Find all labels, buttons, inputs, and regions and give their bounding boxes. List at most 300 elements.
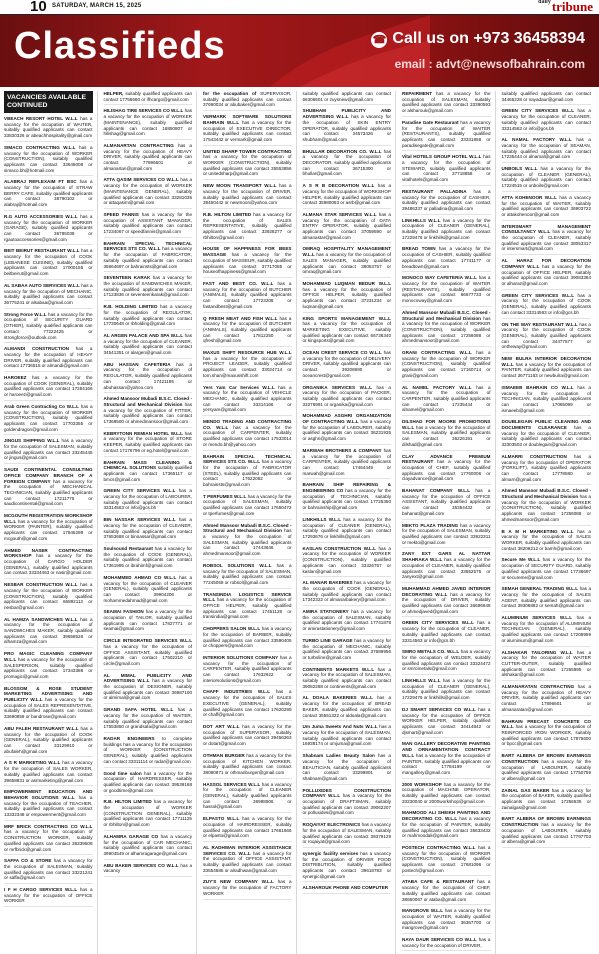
classified-ad — [4, 179, 93, 211]
ad-company-name: SEMAH GENERAL TRADING W.L.L — [501, 586, 579, 592]
ad-text: has a vacancy for the occupation of OFFICE ASSISTANT, suitably qualified applicants can contact 35354432 or bahanat@gmail.com — [402, 488, 491, 516]
ad-company-name: ISMAEEB BAHRAIN CO W.L.L — [501, 384, 574, 390]
ad-company-name: UNBOILS W.L.L — [501, 166, 538, 172]
ad-text: has a vacancy for the occupation of TAILOR, suitably qualified applicants can contact 17827771 or seamai@gmail.com — [103, 609, 193, 632]
classified-ad — [104, 362, 193, 394]
classified-ad — [203, 281, 292, 313]
ad-company-name: R.B. HOLDING LIMITED — [103, 304, 158, 310]
classified-ad — [104, 517, 193, 543]
ad-company-name: AL NAMEL FACTORY W.L.L — [402, 384, 472, 390]
ad-text: has a vacancy for the occupation of TECHNICIAN, suitably qualified applicants can contact 17725350 or bahrainship@gmail.com — [302, 488, 392, 511]
classified-ad — [303, 546, 392, 578]
classified-ad — [203, 91, 292, 111]
ad-company-name: ALABRAJ REFLEXAIM FT BSC — [4, 179, 77, 185]
section-heading: VACANCIES AVAILABLE CONTINUED — [4, 91, 93, 113]
ad-company-name: PRO MAGIC CLEANING COMPANY W.L.L — [4, 651, 93, 662]
ad-text: has a vacancy for the occupation of WORKER (CONSTRUCTION), suitably qualified applicants can contact 17160714 or grani@gmail.com — [402, 350, 491, 378]
ad-company-name: ABU FALEH RESTAURANT W.L.L — [4, 725, 79, 731]
classified-ad — [402, 908, 491, 934]
ad-company-name: A S R MARKETING W.L.L — [4, 760, 61, 766]
page-number: 10 — [30, 0, 47, 15]
ad-company-name: ATTA QASIM SERVICES CO W.L.L — [103, 177, 179, 183]
ad-company-name: Ahmed Mansoor Mubadi B.S.C. Closed - Structural and Mechanical Division — [402, 309, 491, 321]
ad-company-name: HELPER, — [103, 91, 124, 96]
classified-ad — [4, 248, 93, 280]
classified-ad — [502, 166, 592, 192]
ad-company-name: BHULLAR DECORATION CO. W.L.L — [302, 148, 382, 154]
ad-company-name: Ahmed Mansoor Mubadi B.S.C. Closed - Structural and Mechanical Division — [103, 396, 192, 407]
classified-ad — [303, 385, 392, 411]
ad-company-name: BAHRAIN SPECIAL TECHNICAL SERVICES STS CO. W.L.L — [103, 240, 192, 252]
ad-company-name: SAFFA CO & STORE — [4, 858, 52, 864]
ad-company-name: KEBRYTONN REMIAN HOTEL W.L.L — [103, 430, 183, 436]
ad-text: has a vacancy for the occupation of WORKER (PAINTER), suitably qualified applicants can contact 17845299 or mcgouth@gmail.com — [4, 518, 93, 541]
ad-company-name: LINKHILLS W.L.L — [302, 516, 342, 522]
ad-text: has a vacancy for the occupation of SALESMAN, suitably qualified applicants can contact 17741878 or amirastationery@gmail.com — [302, 609, 391, 632]
ad-text: has a vacancy for the occupation of OFFICE HELPER, suitably qualified applicants can contact 37231234 or luqman@gmail.com — [302, 286, 391, 309]
ad-company-name: Good time salon — [103, 770, 142, 776]
classified-ad — [104, 546, 193, 572]
ad-text: to complete buildings has a vacancy for the occupation of WORKER (CONSTRUCTION GENERAL), suitably qualified applicants can contact 33311114 or radar@gmail.com — [103, 735, 193, 764]
ad-text: has a vacancy for the occupation of HEAVY DRIVER, suitably qualified applicants can contact 17896601 or almanaratan@gmail.com — [501, 684, 591, 712]
classified-ad — [203, 385, 292, 417]
ad-company-name: for the occupation of — [203, 91, 257, 96]
ad-company-name: BART ALBERA OF BROWN EARNINGS CONSTRUCTION — [501, 816, 591, 828]
ad-company-name: HASSOL SERVICES W.L.L — [203, 781, 261, 787]
ad-company-name: ALSHAROUK PHONE AND COMPUTER — [302, 885, 389, 891]
classified-ad — [4, 548, 93, 580]
ad-text: has a vacancy for the occupation of BUTCHER (ANIMALS), suitably qualified applicants can contact 17723208 or fastandbest@gmail.com — [203, 280, 292, 309]
ad-text: has a vacancy for the occupation of FACTORY WORKER — [203, 879, 292, 896]
ad-company-name: Shabnam Ladies Beauty Salon — [302, 753, 375, 759]
ad-text: has a vacancy for the occupation of WORKER (MAINTENANCE GENERAL), suitably qualified applicants can contact 33281035 or attaqasim@gmail.com — [103, 177, 192, 206]
ad-company-name: SMRO METALS CO. W.L.L — [402, 649, 460, 655]
classified-ad — [402, 879, 491, 905]
classified-ad — [104, 736, 193, 768]
classified-ad — [502, 650, 592, 682]
classified-ad — [203, 753, 292, 779]
ad-text: has a vacancy for the occupation of SALES REPRESENTATIVE, suitably qualified applicants can contact 33928277 or rbhilton@gmail.com — [203, 211, 292, 240]
ad-text: has a vacancy for the occupation of COOK (GENERAL), suitably qualified applicants can contact 17361995 or ibrahimf@gmail.com — [103, 546, 192, 569]
ad-company-name: TRANSINDIA LOGISTICS SERVICE W.L.L — [203, 591, 292, 603]
ad-text: has a vacancy for the occupation of WORKER (CONSTRUCTION GENERAL), suitably qualified applicants can contact 17711125 or rbhilton@gmail.com — [103, 799, 192, 828]
column-5 — [402, 91, 496, 954]
classified-ad — [303, 350, 392, 382]
ad-text: has a vacancy for the occupation of ALUMINIUM TECHNICIAN (GENERAL), suitably qualified applicants can contact 17209959 or aluminium@gmail.com — [501, 615, 591, 643]
ad-company-name: AL MANAR BAKERIES — [302, 580, 353, 586]
ad-text: has a vacancy for the occupation of HAIRDRESSER, suitably qualified applicants can contact 17661666 or elpasto@gmail.com — [203, 816, 292, 839]
ad-company-name: GREEN CITY SERVICES W.L.L — [103, 488, 176, 494]
ad-company-name: DOUBLEGAIN PUBLIC CLEANING AND DOCUMENTS CLEARANCE — [501, 419, 591, 431]
classified-ad — [303, 316, 392, 348]
classified-ad — [303, 638, 392, 664]
classified-ad — [203, 655, 292, 687]
ad-company-name: ATTA KOHENOOR W.L.L — [501, 194, 557, 200]
ad-company-name: SHUBHAM PUBLICITY AND ADVERTISING W.L.L — [302, 108, 391, 120]
classified-ad — [502, 788, 592, 814]
ad-text: has a vacancy for the occupation of LABOURER, suitably qualified applicants can contact 17750759 or albera@gmail.com — [501, 758, 592, 781]
ad-text: has a vacancy for the occupation of REINFORCED IRON WORKER, suitably qualified applicants can contact 17875600 or bpcc@gmail.com — [501, 724, 591, 747]
ad-text: has a vacancy for the occupation of SALES WORKER, suitably qualified applicants can contact 39658831 or asrmarketing@gmail.com — [4, 760, 93, 783]
classified-ad — [303, 91, 392, 105]
ad-company-name: MONOCO WAY CAFETERIA W.L.L — [402, 275, 477, 281]
ad-text: has a vacancy for the occupation of SALES MANAGER, suitably qualified applicants can contact 38053757 or omraq@gmail.com — [302, 252, 391, 275]
ad-text: has a vacancy for the occupation of CASHIER, suitably qualified applicants can contact 17741177 or breadtown@gmail.com — [402, 246, 491, 269]
classified-ad — [4, 858, 93, 884]
ad-text: has a vacancy for the occupation of WAITER, suitably qualified applicants can contact 36903722 or attakohenoor@gmail.com — [501, 194, 591, 217]
ad-text: has a vacancy for the occupation of OFFICE HELPER, suitably qualified applicants can contact 17451128 or transindia@gmail.com — [203, 597, 292, 620]
phone-icon: ☎ — [372, 34, 387, 46]
ad-text: has a vacancy for the occupation of SALESMAN, suitably qualified applicants can contact 17443646 or ahmedmansoor@gmail.com — [203, 528, 292, 557]
classified-ad — [402, 310, 491, 347]
brand-name: tribune — [551, 0, 593, 14]
ad-company-name: ROBSOL SOLUTIONS W.L.L — [203, 562, 272, 568]
classified-ad — [4, 404, 93, 436]
column-2 — [104, 91, 198, 954]
ad-company-name: UNITED SHARP TOWER CONTRACTING — [203, 148, 292, 154]
ad-company-name: Ahmed Mansoor Mubadi B.S.C. Closed - Structural and Mechanical Division — [501, 488, 591, 500]
classified-ad — [502, 529, 592, 555]
ad-text: has a vacancy for the occupation of ASSISTANT MANAGER, suitably qualified applicants can contact 17234067 or speedfannis@gmail.com — [103, 211, 192, 235]
ad-company-name: CLAY ADVANCE PREMIUM RESTAURANT — [402, 453, 491, 465]
classified-ad — [303, 281, 392, 313]
ad-text: has a vacancy for the occupation of OPERATOR (FORKLIFT), suitably qualified applicants can contact 17778580 or almarri@gmail.com — [501, 453, 591, 482]
classified-ad — [502, 684, 592, 716]
ad-text: SUPERVISOR, suitably qualified applicants can contact 37690034 or abubaker@gmail.com — [203, 91, 292, 108]
classified-ad — [203, 419, 292, 451]
ad-company-name: R.B. HILTON LIMITED — [203, 211, 252, 217]
ad-text: has a vacancy for the occupation of COOK (GENERAL), suitably qualified applicants can contact 33129910 or abufaleh@gmail.com — [4, 725, 93, 754]
classified-ad — [502, 719, 592, 751]
ad-text: has a vacancy for the occupation of STRAW BERRY CAFE, suitably qualified applicants can contact 38790102 or alabraj@hotmail.com — [4, 179, 93, 208]
ad-text: has a vacancy for the occupation of BREAD BAKER, suitably qualified applicants can contact 35551322 or aldoala@gmail.com — [302, 695, 391, 718]
classified-ad — [104, 108, 193, 140]
ad-company-name: JINGUS SHIPPING W.L.L — [4, 438, 60, 444]
classified-ad — [203, 816, 292, 842]
ad-text: has a vacancy for the occupation of CLEANER, suitably qualified applicants can contact 34541351 or alargen@gmail.com — [103, 332, 192, 356]
classified-ad — [104, 396, 193, 428]
ad-text: suitably qualified applicants can contact 66306601 or zuysnew@gmail.com — [302, 91, 391, 102]
classifieds-banner — [0, 15, 599, 87]
ad-company-name: RADAR ENGINEERS — [103, 735, 155, 741]
ad-company-name: Vital HOTELS GROUP HOTEL W.L.L — [402, 154, 482, 160]
ad-company-name: MAHMOOD ALI SHEIKH PAINTING AND DECORATING CO. W.L.L — [402, 810, 491, 822]
ad-text: has a vacancy for the occupation of SALESMAN, suitably qualified applicants can contact 33390593 or alsharouk@gmail.com — [402, 91, 491, 114]
classified-ad — [402, 523, 491, 549]
ad-text: has a vacancy for the occupation of BEAUTICIAN, suitably qualified applicants can contact 33299801 or shabnam@gmail.com — [302, 753, 391, 781]
classified-ad — [4, 686, 93, 723]
classified-ad — [402, 275, 491, 307]
ad-company-name: ATABA CAFE & RESTAURANT — [402, 879, 475, 885]
ad-company-name: Strong Force W.L.L — [4, 311, 47, 317]
ad-text: has a vacancy for the occupation of VEHICLE MECHANIC, suitably qualified applicants can contact 33314166 or yersyam@gmail.com — [203, 384, 292, 413]
ad-company-name: FAST AND BEST CO. W.L.L — [203, 280, 274, 286]
ad-text: has a vacancy for the occupation of DRIVER FOOD DISTRIBUTION, suitably qualified applicants can contact 39618783 or synergic@gmail.com — [302, 850, 391, 879]
classified-ad — [104, 834, 193, 860]
classified-ad — [303, 482, 392, 514]
classified-ad — [303, 246, 392, 278]
ad-company-name: R.G AUTO ACCESSORIES W.L.L — [4, 213, 78, 219]
ad-text: has a vacancy for the occupation of WORKER (CONSTRUCTION), suitably qualified applicants can contact 17256088 or ahmedmansoor@gmail.com — [501, 494, 591, 522]
ad-company-name: HOUSE OF HAPPINESS FOR BEES MASSAGE — [203, 246, 292, 258]
ad-company-name: ALUMINIUM SERVICES W.L.L — [501, 615, 573, 621]
ad-company-name: KING SPORTS MANAGEMENT W.L.L — [302, 315, 391, 321]
ad-text: has a vacancy for the occupation of WORKER (CONSTRUCTION), suitably qualified applicants can contact 33326767 or kaslan@gmail.com — [302, 545, 391, 574]
classified-ad — [502, 385, 592, 417]
classified-ad — [203, 523, 292, 560]
ad-company-name: EMPOWERMENT EDUCATION AND BEHAVIOR SOLUTIONS W.L.L — [4, 789, 93, 800]
ad-company-name: 2000 WORKSHOP — [402, 781, 442, 787]
ad-company-name: LINKHILLS W.L.L — [402, 678, 441, 684]
classified-ad — [303, 885, 392, 894]
ad-text: has a vacancy for the occupation of OFFICE ASSISTANT, suitably qualified applicants can contact 17502210 or circle@gmail.com — [103, 643, 192, 666]
ad-text: has a vacancy for the occupation of CAR MECHANIC, suitably qualified applicants can contact 39904549 or alhamragarage@gmail.com — [103, 833, 193, 856]
classified-ad — [203, 114, 292, 146]
ad-text: has a vacancy for the occupation of LABOURER, suitably qualified applicants can contact 33314563 or info@gcs.bh — [103, 488, 192, 511]
classified-ad — [104, 460, 193, 486]
classified-ad — [303, 724, 392, 750]
classified-ad — [303, 851, 392, 883]
ad-company-name: BART ALBERA OF BROWN EARNINGS CONSTRUCTION — [501, 753, 591, 764]
ad-company-name: POLLUXIDES CONSTRUCTION COMPANY W.L.L — [302, 787, 391, 799]
ad-company-name: Um Juma Sweets And Nuts W.L.L — [302, 724, 378, 730]
ad-company-name: NEW BULRA INTERIOR DECORATION W.L.L — [501, 356, 591, 367]
ad-company-name: ABU BAKER SERVICES CO W.L.L — [103, 862, 179, 868]
ad-company-name: AL ARGEN PALACE AND SPA W.L.L — [103, 332, 184, 338]
classified-ad — [203, 316, 292, 348]
classified-ad — [203, 454, 292, 491]
ad-text: has a vacancy for the occupation of SALESMAN, suitably qualified applicants can contact 36226191 or dilshad@gmail.com — [402, 424, 491, 447]
ad-text: has a vacancy for the occupation of COOK (LEBANESE CUISINE), suitably qualified applicants can contact 17000155 or beitbeirut@gmail.com — [4, 248, 93, 277]
classified-ad — [402, 385, 491, 417]
ad-text: has a vacancy for the occupation of LABOURER, suitably qualified applicants can contact 17797703 or albera@gmail.com — [501, 822, 592, 845]
classified-ad — [203, 149, 292, 181]
ad-text: has a vacancy for the occupation of WAITER, suitably qualified applicants can contact 17553850 or grandsafa@gmail.com — [103, 707, 192, 730]
ad-company-name: Secure Me W.L.L — [501, 557, 541, 563]
classified-ad — [303, 753, 392, 785]
ad-text: has a vacancy for the occupation of WAITER (RESTAURANTS), suitably qualified applicants can contact 66677733 or monocoway@gmail.com — [402, 275, 491, 304]
ad-text: has a vacancy for the occupation of EXECUTIVE DIRECTOR, suitably qualified applicants can contact 17543442 or vermark@gmail.com — [203, 119, 292, 142]
ad-text: has a vacancy for the occupation of COOK (GENERAL), suitably qualified applicants can contact 17254166 or haroeez@gmail.com — [4, 375, 93, 398]
ad-text: suitably qualified applicants can contact 17756660 or ifhcargo@gmail.com — [103, 91, 192, 102]
ad-company-name: MCGOUTH REGISTRATION WORKSHOP W.L.L — [4, 513, 93, 524]
classified-ad — [303, 149, 392, 181]
classified-ad — [502, 195, 592, 221]
ad-company-name: SAUDI CONTINENTAL CONSULTING OFFICE COMPANY BRANCH OF A FOREIGN COMPANY — [4, 467, 93, 484]
ad-text: has a vacancy for the occupation of WORKER (GARAGE), suitably qualified applicants can contact 36785039 or rgautoaccessories@gmail.com — [4, 213, 93, 242]
classified-ad — [104, 212, 193, 238]
ad-company-name: ORGANIKA SERVICES W.L.L — [302, 384, 372, 390]
ad-company-name: SPEED FANNIS — [103, 211, 139, 217]
ad-text: has a vacancy for the occupation of HEAVY DRIVER, suitably qualified applicants can contact 17736515 or almandi@gmail.com — [4, 346, 93, 369]
ad-text: has a vacancy for the occupation of DATA ENTRY OPERATOR, suitably qualified applicants can contact 37059590 or almanastar@gmail.com — [302, 211, 391, 240]
ad-company-name: NESBAR CONSTRUCTION W.L.L — [4, 582, 78, 588]
ad-company-name: ABU HASSAN CAFETERIA — [103, 361, 171, 367]
ad-text: has a vacancy for the occupation of WAITER, suitably qualified applicants can contact 36367700 or mangrove@gmail.com — [402, 908, 491, 931]
ad-company-name: INTERSMART MANAGEMENT CONSULTANCY W.L.L — [501, 223, 591, 235]
classified-ad — [303, 183, 392, 209]
classified-ad — [402, 488, 491, 520]
ad-text: has a vacancy for the occupation of SKIN ENTRY OPERATOR, suitably qualified applicants can contact 34573426 or shubham@gmail.com — [302, 114, 392, 142]
ad-text: has a vacancy for the occupation of OFFICE ASSISTANT, suitably qualified applicants can contact 33554585 or alradhwan@gmail.com — [203, 850, 292, 873]
classified-ad — [4, 651, 93, 683]
ad-company-name: MAN GALLERY DECORATIVE PAINTING AND ORNAMENTATION CONTRACT W.L.L — [402, 741, 491, 758]
ad-text: has a vacancy for the occupation of MACHINE OPERATOR, suitably qualified applicants can contact 33230040 or 2000workshop@gmail.com — [402, 781, 491, 804]
ad-company-name: AL HARAZ FOR DECORATION COMPANY W.L.L — [501, 258, 591, 269]
column-1 — [4, 91, 98, 954]
ad-text: has a vacancy for the occupation of DRIVER, suitably qualified applicants can contact 39450442 or newmoon@yahoo.com — [203, 183, 292, 206]
ad-text: has a vacancy for the occupation of OFFICE HELPER, suitably qualified applicants can contact 39083384 or alharaz@gmail.com — [501, 263, 591, 286]
ad-company-name: NEW MOON TRANSPORT W.L.L — [203, 183, 277, 189]
ad-company-name: BIN NASSAR SERVICES W.L.L — [103, 517, 176, 523]
classified-ad — [4, 789, 93, 821]
ad-company-name: Q FRESH MEAT AND FISH W.L.L — [203, 315, 278, 321]
classified-ad — [402, 120, 491, 152]
ad-company-name: ZAINAL GAS BAKER — [501, 787, 550, 793]
ad-text: has a vacancy for the occupation of CLEANER (GENERAL), suitably qualified applicants can contact 39904206 or mohammedahmad@gmail.com — [103, 574, 192, 603]
ad-company-name: KASLAN CONSTRUCTION W.L.L — [302, 545, 376, 551]
ad-text: has a vacancy for the occupation of CHEF, suitably qualified applicants can contact 38660067 or ataba@gmail.com — [402, 879, 491, 902]
ad-text: has a vacancy for the occupation of PROJECT LEADER, suitably qualified applicants can contact 33024714 or tom.shan@maxusshift.com — [203, 355, 292, 378]
classified-ad — [4, 375, 93, 401]
classified-ad — [402, 782, 491, 808]
ad-company-name: OCEAN CREST SERVICE CO W.L.L — [302, 350, 382, 356]
ad-text: has a vacancy for the occupation of TEACHER, suitably qualified applicants can contact 13332348 or empowerment@gmail.com — [4, 794, 93, 818]
ad-text: has a vacancy for the occupation of DECORATOR, suitably qualified applicants can contact 36715300 or bhullar@gmail.com — [302, 148, 391, 177]
ad-company-name: MEKTO PLAZA TRADING — [402, 522, 459, 528]
ad-company-name: ZUY'S NEW COMPANY W.L.L — [203, 879, 274, 885]
ad-company-name: AL MIMAL PUBLICITY AND ADVERTISING W.L.L — [103, 672, 192, 684]
classified-ad — [4, 312, 93, 344]
classified-ad — [104, 863, 193, 877]
classified-ad — [402, 741, 491, 778]
classified-ad — [104, 143, 193, 175]
call-contact — [371, 30, 585, 48]
ad-company-name: R.B. HILTON LIMITED — [103, 799, 152, 805]
ad-text: has a vacancy for the occupation of WORKSHOP HELPER, suitably qualified applicants can contact 35980053 or asrb@gmail.com — [302, 183, 391, 206]
ad-company-name: MUHAMMAD AHMED JAVED INTERIOR DECORATING W.L.L — [402, 585, 491, 597]
classified-ad — [104, 609, 193, 635]
ad-company-name: VBEACH RESORT HOTEL W.L.L — [4, 116, 78, 121]
classified-ad — [104, 333, 193, 359]
ad-company-name: MAXUS SHIFT RESOURCE HUB W.L.L — [203, 350, 292, 356]
classified-ad — [4, 467, 93, 510]
ad-text: has a vacancy for the occupation of WORKER (CONSTRUCTION), suitably qualified applicants can contact 33645008 or simaco.bh@hotmail.com — [4, 144, 93, 173]
ad-company-name: Ahmed Mansoor Mubadi B.S.C. Closed - Structural and Mechanical Division — [203, 522, 292, 534]
ad-company-name: AL HAMZA SANDWICHES W.L.L — [4, 616, 78, 622]
classified-ad — [303, 580, 392, 606]
classified-ad — [104, 575, 193, 607]
ad-company-name: BAHRAIN PRECAST CONCRETE CO W.L.L — [501, 718, 591, 730]
classified-ad — [303, 413, 392, 445]
ad-text: has a vacancy for the occupation of CARPENTER, suitably qualified applicants can contact 17235444 or alnamel@gmail.com — [402, 384, 491, 413]
classified-ad — [502, 816, 592, 848]
ad-company-name: Yers Yam Car Services W.L.L — [203, 384, 275, 390]
ad-text: has a vacancy for the occupation of PAINTER, suitably qualified applicants can contact 17784199 or mangallery@gmail.com — [402, 752, 491, 775]
classified-ad — [402, 649, 491, 675]
ad-text: has a vacancy for the occupation of DESIGNER, suitably qualified applicants can contact 36987100 or almimal@gmail.com — [103, 678, 193, 701]
classified-ad — [502, 454, 592, 486]
ad-text: has a vacancy for the occupation of BUTCHER (ANIMALS), suitably qualified applicants can contact 17812250 or qfresh@gmail.com — [203, 315, 292, 344]
ad-text: has a vacancy for the occupation of BARBER, suitably qualified applicants can contact 33590405 or choppers@gmail.com — [203, 626, 292, 649]
ad-company-name: OTHMAN BURGER — [203, 752, 245, 758]
ad-text: has a vacancy for the occupation of COOK (GENERAL), suitably qualified applicants can contact 17342322 or almanarbakery@gmail.com — [302, 580, 391, 603]
ad-text: has a vacancy for the occupation of REGULATOR, suitably qualified applicants can contact 17730648 or rbholding@gmail.com — [103, 304, 193, 327]
ad-text: has a vacancy for the occupation of FITTER, suitably qualified applicants can contact 17369500 or ahmedmansoor@gmail.com — [103, 401, 193, 425]
ad-company-name: MOHAMMED AHMAD CO W.L.L — [103, 574, 177, 580]
classified-ad — [104, 177, 193, 209]
ad-text: has a vacancy for the occupation of CARPENTER, suitably qualified applicants can contact 17533014 or mendo.bh@yahoo.com — [203, 424, 292, 447]
classified-ad — [303, 448, 392, 480]
ad-text: has a vacancy for the occupation of DRIVER, suitably qualified applicants can contact 36696648 or ahmedjaved@gmail.com — [402, 591, 491, 614]
classified-ad — [203, 689, 292, 721]
masthead-logo — [538, 0, 593, 15]
ad-text: has a vacancy for the occupation of BAKER, suitably qualified applicants can contact 17256535 or zainalgas@gmail.com — [501, 787, 591, 810]
classified-ad — [104, 241, 193, 273]
classified-ad — [104, 799, 193, 831]
classified-ad — [104, 488, 193, 514]
classified-ad — [502, 419, 592, 451]
classified-ad — [402, 246, 491, 272]
classified-ad — [104, 673, 193, 705]
ad-company-name: MOHAMMAD LUQMAN BEDUR W.L.L — [302, 280, 391, 286]
ad-text: has a vacancy for the occupation of MECHANICAL TECHNICIAN, suitably qualified applicants can contact 17211775 or saudicontinental@gmail.com — [4, 478, 93, 507]
ad-text: has a vacancy for the occupation of PAINTER, suitably qualified applicants can contact 36633432 or mahmoodali@gmail.com — [402, 816, 491, 839]
ad-company-name: CIRCLE INTEGRATED SERVICES W.L.L — [103, 638, 192, 644]
ad-company-name: HILISHAG TIRE SERVICES CO W.L.L — [103, 108, 184, 114]
ad-text: has a vacancy for the occupation of SECURITY GUARD, suitably qualified applicants can contact 17736697 or secureme@gmail.com — [501, 557, 592, 580]
ad-company-name: AMIRA STATIONERY — [302, 609, 349, 615]
ad-text: has a vacancy for the occupation of WAITER, suitably qualified applicants can contact 33830326 or abeachhospitality@gmail.com — [4, 116, 93, 139]
classified-ad — [402, 91, 491, 117]
classified-ad — [303, 667, 392, 693]
banner-swoosh-decoration — [260, 15, 430, 87]
ad-text: has a vacancy for the occupation of CLEANER (GENERAL), suitably qualified applicants can contact 17224515 or unboils@gmail.com — [501, 166, 591, 189]
ad-text: has a vacancy for the occupation of CLEANER, suitably qualified applicants can contact 33314563 or info@gcs.bh — [402, 620, 491, 643]
ad-text: has a vacancy for the occupation of CLEANER, suitably qualified applicants can contact 37653688 or binnassar@gmail.com — [103, 517, 192, 540]
ad-text: has a vacancy for the occupation of WORKER (CONSTRUCTION), suitably qualified applicants can contact 35553856 or unitedsharp@gmail.com — [203, 154, 292, 177]
classified-ad — [402, 586, 491, 618]
classified-ad — [104, 638, 193, 670]
ad-company-name: T PERFUMES W.L.L — [203, 493, 247, 499]
ad-text: has a vacancy for the occupation of CLEANER, suitably qualified applicants can contact 38053317 or intersmart@gmail.com — [501, 229, 591, 252]
ad-company-name: GREEN CITY SERVICES W.L.L — [402, 620, 474, 626]
classified-ad — [402, 678, 491, 704]
classified-ad — [104, 275, 193, 301]
ad-text: has a vacancy for the occupation of WORKER (MAINTENANCE), suitably qualified applicants can contact 16850807 or hilishag@gmail.com — [103, 108, 193, 137]
ad-company-name: REPAIRMENT — [402, 91, 433, 96]
ad-text: has a vacancy for the occupation of REGULATOR, suitably qualified applicants can contact 17421195 or abuhassan@yahoo.com — [103, 361, 192, 390]
ad-company-name: AL SABAA AUTO SERVICES W.L.L — [4, 282, 80, 288]
classified-ad — [104, 771, 193, 797]
ad-text: has a vacancy for the occupation of SALESMAN, suitably qualified applicants can contact 39379129 or roqaiyat@gmail.com — [302, 822, 392, 845]
ad-text: has a vacancy for the occupation of MARKETING EXECUTIVE, suitably qualified applicants can contact 66736340 or kingsports@gmail.com — [302, 321, 391, 344]
ad-company-name: RESTAURANT PALLADINA — [402, 188, 467, 194]
classified-ad — [303, 788, 392, 820]
ad-text: has a vacancy for the occupation of SALES REPRESENTATIVE, suitably qualified applicants can contact 33690858 or bandrose@gmail.com — [4, 697, 93, 720]
ad-company-name: ZANY EXT GARS AL NATTAR SHAHRAKA W.L.L — [402, 551, 491, 563]
ad-company-name: ALMANA STAR SERVICES W.L.L — [302, 211, 377, 217]
classified-ad — [402, 350, 491, 382]
ad-company-name: BAHRAIN SPECIAL TECHNICAL SERVICES STS CO. W.L.L — [203, 453, 292, 465]
classified-ad — [104, 431, 193, 457]
email-contact: email : advt@newsofbahrain.com — [394, 57, 585, 71]
ad-text: has a vacancy for the occupation of HAIRDRESSER, suitably qualified applicants can contact 39539168 or goodtime@gmail.com — [103, 770, 192, 793]
ad-text: has a vacancy for the occupation of KITCHEN WORKER, suitably qualified applicants can contact 38080871 or othmanburger@gmail.com — [203, 752, 292, 775]
ad-company-name: ALMANARATAN CONTRACTING — [501, 684, 575, 690]
ad-text: has a vacancy for the occupation of CLEANER (GENERAL), suitably qualified applicants can contact 17229476 or linkhills@gmail.com — [402, 678, 491, 701]
ad-company-name: BEIT BEIRUT RESTAURANT W.L.L — [4, 248, 80, 254]
